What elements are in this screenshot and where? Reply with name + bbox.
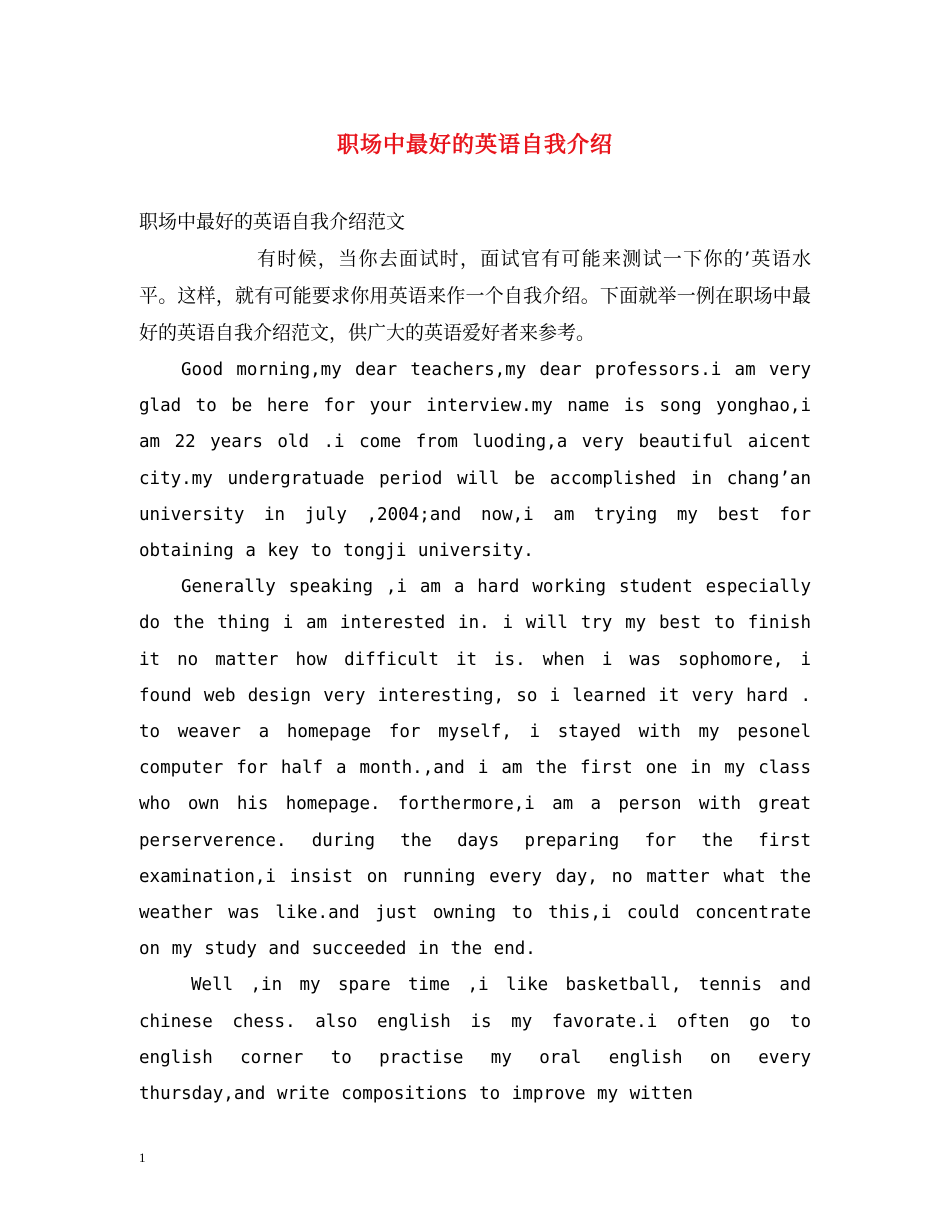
page-number: 1	[139, 1150, 146, 1165]
body-paragraph-1: Good morning,my dear teachers,my dear professors.i am very glad to be here for your interview.my name is song yonghao,i am 22 years old .i come from luoding,a very beautiful aicent city.my undergratuade period will be accomplished in chang’an university in july ,2004;and now,i am trying my best for obtaining a key to tongji university.	[139, 360, 811, 562]
document-title: 职场中最好的英语自我介绍	[336, 133, 613, 158]
intro-paragraph: 有时候，当你去面试时，面试官有可能来测试一下你的’英语水平。这样，就有可能要求你用英语来作一个自我介绍。下面就举一例在职场中最好的英语自我介绍范文，供广大的英语爱好者来参考。	[139, 248, 811, 344]
subheading: 职场中最好的英语自我介绍范文	[139, 211, 406, 233]
body-paragraph-3: Well ,in my spare time ,i like basketball, tennis and chinese chess. also english is my favorate.i often go to english corner to practise my oral english on every thursday,and write compositions to improve my witten	[139, 975, 811, 1105]
document-body	[139, 204, 811, 1112]
body-paragraph-2: Generally speaking ,i am a hard working student especially do the thing i am interested in. i will try my best to finish it no matter how difficult it is. when i was sophomore, i found web design very interesting, so i learned it very hard . to weaver a homepage for myself, i stayed with my pesonel computer for half a month.,and i am the first one in my class who own his homepage. forthermore,i am a person with great perserverence. during the days preparing for the first examination,i insist on running every day, no matter what the weather was like.and just owning to this,i could concentrate on my study and succeeded in the end.	[139, 577, 811, 960]
